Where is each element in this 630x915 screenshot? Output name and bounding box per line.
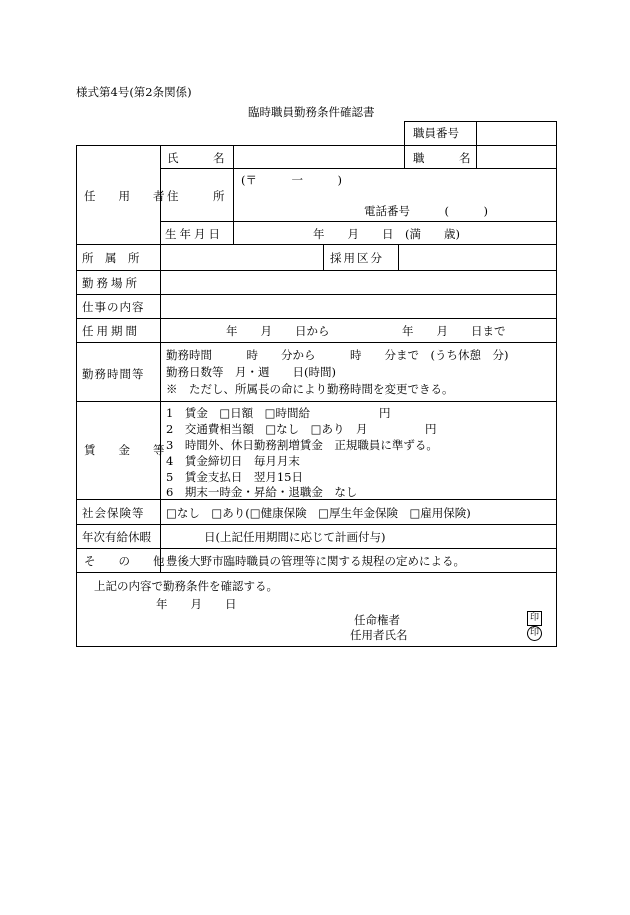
workplace-label: 勤務場所 (82, 276, 140, 290)
position-field[interactable] (477, 146, 555, 167)
appointer-label: 任命権者 (354, 613, 400, 627)
confirmation-text: 上記の内容で勤務条件を確認する。 (94, 579, 278, 593)
work-hours-line: 勤務時間 時 分から 時 分まで (うち休憩 分) (166, 348, 509, 362)
square-seal-mark: 印 (527, 611, 542, 626)
other-label: そ の 他 (84, 554, 165, 568)
appointee-name-label: 任用者氏名 (350, 628, 408, 642)
name-label: 氏 名 (167, 151, 225, 165)
job-description-field[interactable] (161, 295, 555, 317)
workplace-field[interactable] (161, 271, 555, 293)
insurance-label: 社会保険等 (82, 506, 145, 520)
birthdate-label: 生年月日 (165, 227, 223, 241)
work-hours-label: 勤務時間等 (82, 367, 145, 381)
document-title: 臨時職員勤務条件確認書 (248, 105, 375, 119)
wage-line: 3 時間外、休日勤務割増賃金 正規職員に準ずる。 (166, 438, 438, 452)
name-field[interactable] (234, 146, 403, 167)
staff-number-field[interactable] (477, 122, 555, 144)
employment-category-label: 採用区分 (330, 251, 384, 265)
job-description-label: 仕事の内容 (82, 300, 145, 314)
wage-line: 6 期末一時金・昇給・退職金 なし (166, 485, 358, 499)
appointee-label: 任 用 者 (84, 189, 165, 203)
period-to-field[interactable]: 年 月 日まで (402, 324, 506, 338)
phone-number-field[interactable]: 電話番号 ( ) (364, 204, 488, 218)
work-days-line: 勤務日数等 月・週 日(時間) (166, 365, 336, 379)
postal-code-field[interactable]: (〒 一 ) (241, 173, 342, 187)
department-field[interactable] (161, 245, 322, 269)
address-label: 住 所 (167, 189, 225, 203)
insurance-options[interactable]: □なし □あり(□健康保険 □厚生年金保険 □雇用保険) (166, 506, 471, 520)
period-label: 任用期間 (82, 324, 140, 338)
staff-number-label: 職員番号 (413, 126, 459, 140)
wage-line: 1 賃金 □日額 □時間給 円 (166, 406, 391, 420)
wage-label: 賃 金 等 (84, 443, 165, 457)
paid-leave-label: 年次有給休暇 (82, 530, 151, 544)
employment-category-field[interactable] (399, 245, 555, 269)
form-number: 様式第4号(第2条関係) (76, 85, 192, 99)
wage-line: 2 交通費相当額 □なし □あり 月 円 (166, 422, 437, 436)
confirmation-date-field[interactable]: 年 月 日 (156, 597, 237, 611)
birthdate-field[interactable]: 年 月 日 (満 歳) (313, 227, 460, 241)
department-label: 所 属 所 (82, 251, 140, 265)
wage-line: 4 賃金締切日 毎月月末 (166, 454, 300, 468)
round-seal-mark: 印 (527, 626, 542, 641)
other-text: 豊後大野市臨時職員の管理等に関する規程の定めによる。 (166, 554, 465, 568)
paid-leave-field[interactable]: 日(上記任用期間に応じて計画付与) (204, 530, 386, 544)
position-label: 職 名 (413, 151, 471, 165)
wage-line: 5 賃金支払日 翌月15日 (166, 470, 303, 484)
work-hours-note: ※ ただし、所属長の命により勤務時間を変更できる。 (166, 382, 454, 396)
period-from-field[interactable]: 年 月 日から (226, 324, 330, 338)
